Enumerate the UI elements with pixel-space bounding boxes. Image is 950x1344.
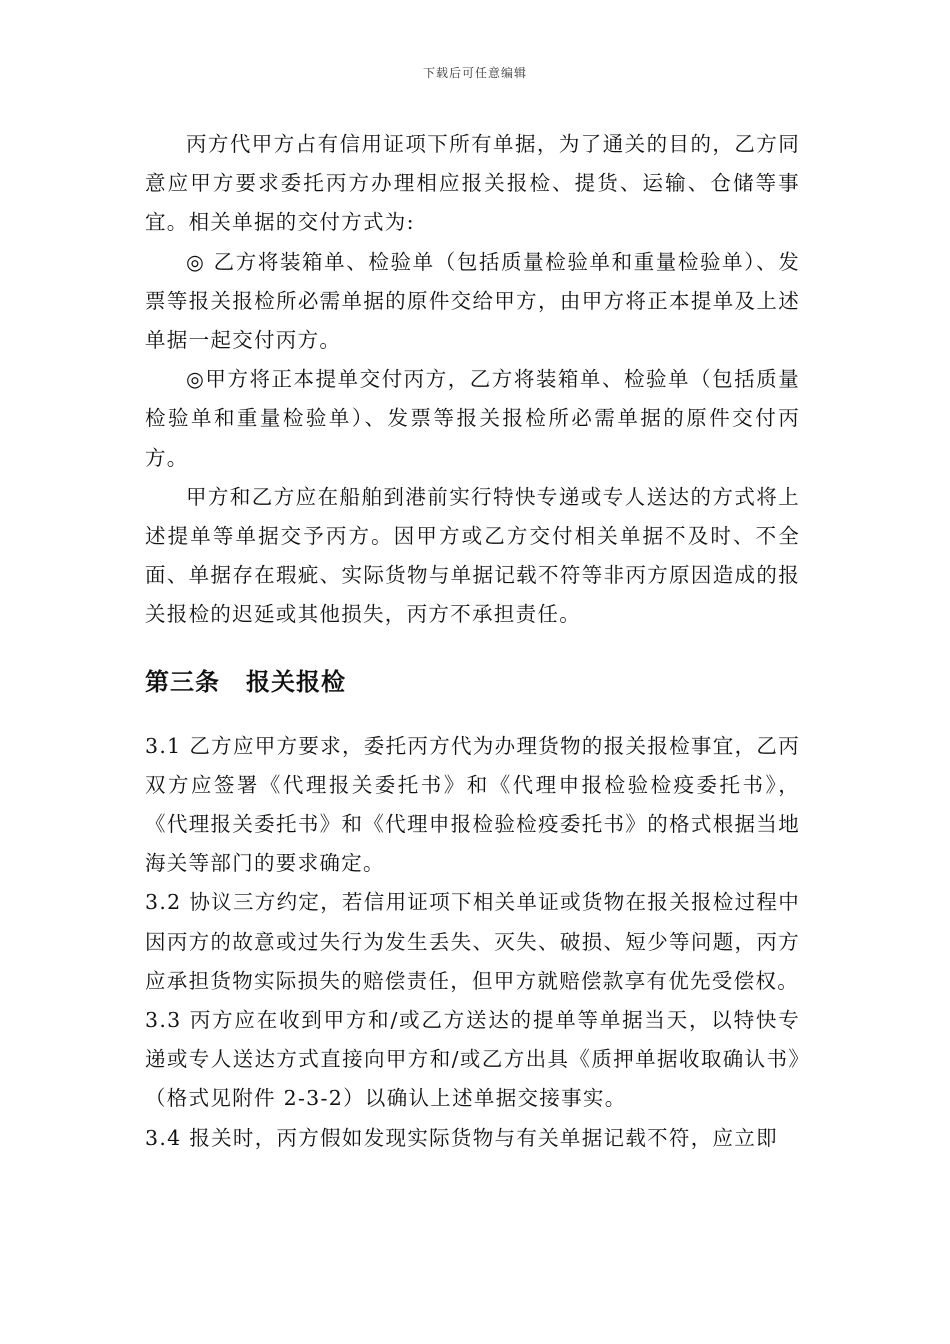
paragraph-liability: 甲方和乙方应在船舶到港前实行特快专递或专人送达的方式将上述提单等单据交予丙方。因甲方或乙方交付相关单据不及时、不全面、单据存在瑕疵、实际货物与单据记载不符等非丙方原因造成的报关报检的迟延或其他损失，丙方不承担责任。 [145, 484, 800, 627]
clause-3-2: 3.2 协议三方约定，若信用证项下相关单证或货物在报关报检过程中因丙方的故意或过失行为发生丢失、灭失、破损、短少等问题，丙方应承担货物实际损失的赔偿责任，但甲方就赔偿款享有优先受偿权。 [145, 890, 800, 993]
section-title: 报关报检 [246, 667, 346, 696]
paragraph-option-one: ◎ 乙方将装箱单、检验单（包括质量检验单和重量检验单）、发票等报关报检所必需单据的原件交给甲方，由甲方将正本提单及上述单据一起交付丙方。 [145, 249, 800, 353]
paragraph-document-delivery: 丙方代甲方占有信用证项下所有单据，为了通关的目的，乙方同意应甲方要求委托丙方办理相应报关报检、提货、运输、仓储等事宜。相关单据的交付方式为: [145, 132, 800, 235]
clause-3-3: 3.3 丙方应在收到甲方和/或乙方送达的提单等单据当天，以特快专递或专人送达方式直接向甲方和/或乙方出具《质押单据收取确认书》（格式见附件 2-3-2）以确认上述单据交接事实。 [145, 1008, 800, 1111]
document-body [145, 125, 800, 1158]
clause-3-4: 3.4 报关时，丙方假如发现实际货物与有关单据记载不符，应立即 [145, 1125, 778, 1150]
paragraph-option-two: ◎甲方将正本提单交付丙方，乙方将装箱单、检验单（包括质量检验单和重量检验单）、发票等报关报检所必需单据的原件交付丙方。 [145, 367, 800, 470]
download-note: 下载后可任意编辑 [422, 66, 527, 80]
clause-3-1: 3.1 乙方应甲方要求，委托丙方代为办理货物的报关报检事宜，乙丙双方应签署《代理报关委托书》和《代理申报检验检疫委托书》，《代理报关委托书》和《代理申报检验检疫委托书》的格式根据当地海关等部门的要求确定。 [145, 733, 800, 876]
section-heading [145, 662, 800, 702]
section-number: 第三条 [145, 667, 220, 696]
